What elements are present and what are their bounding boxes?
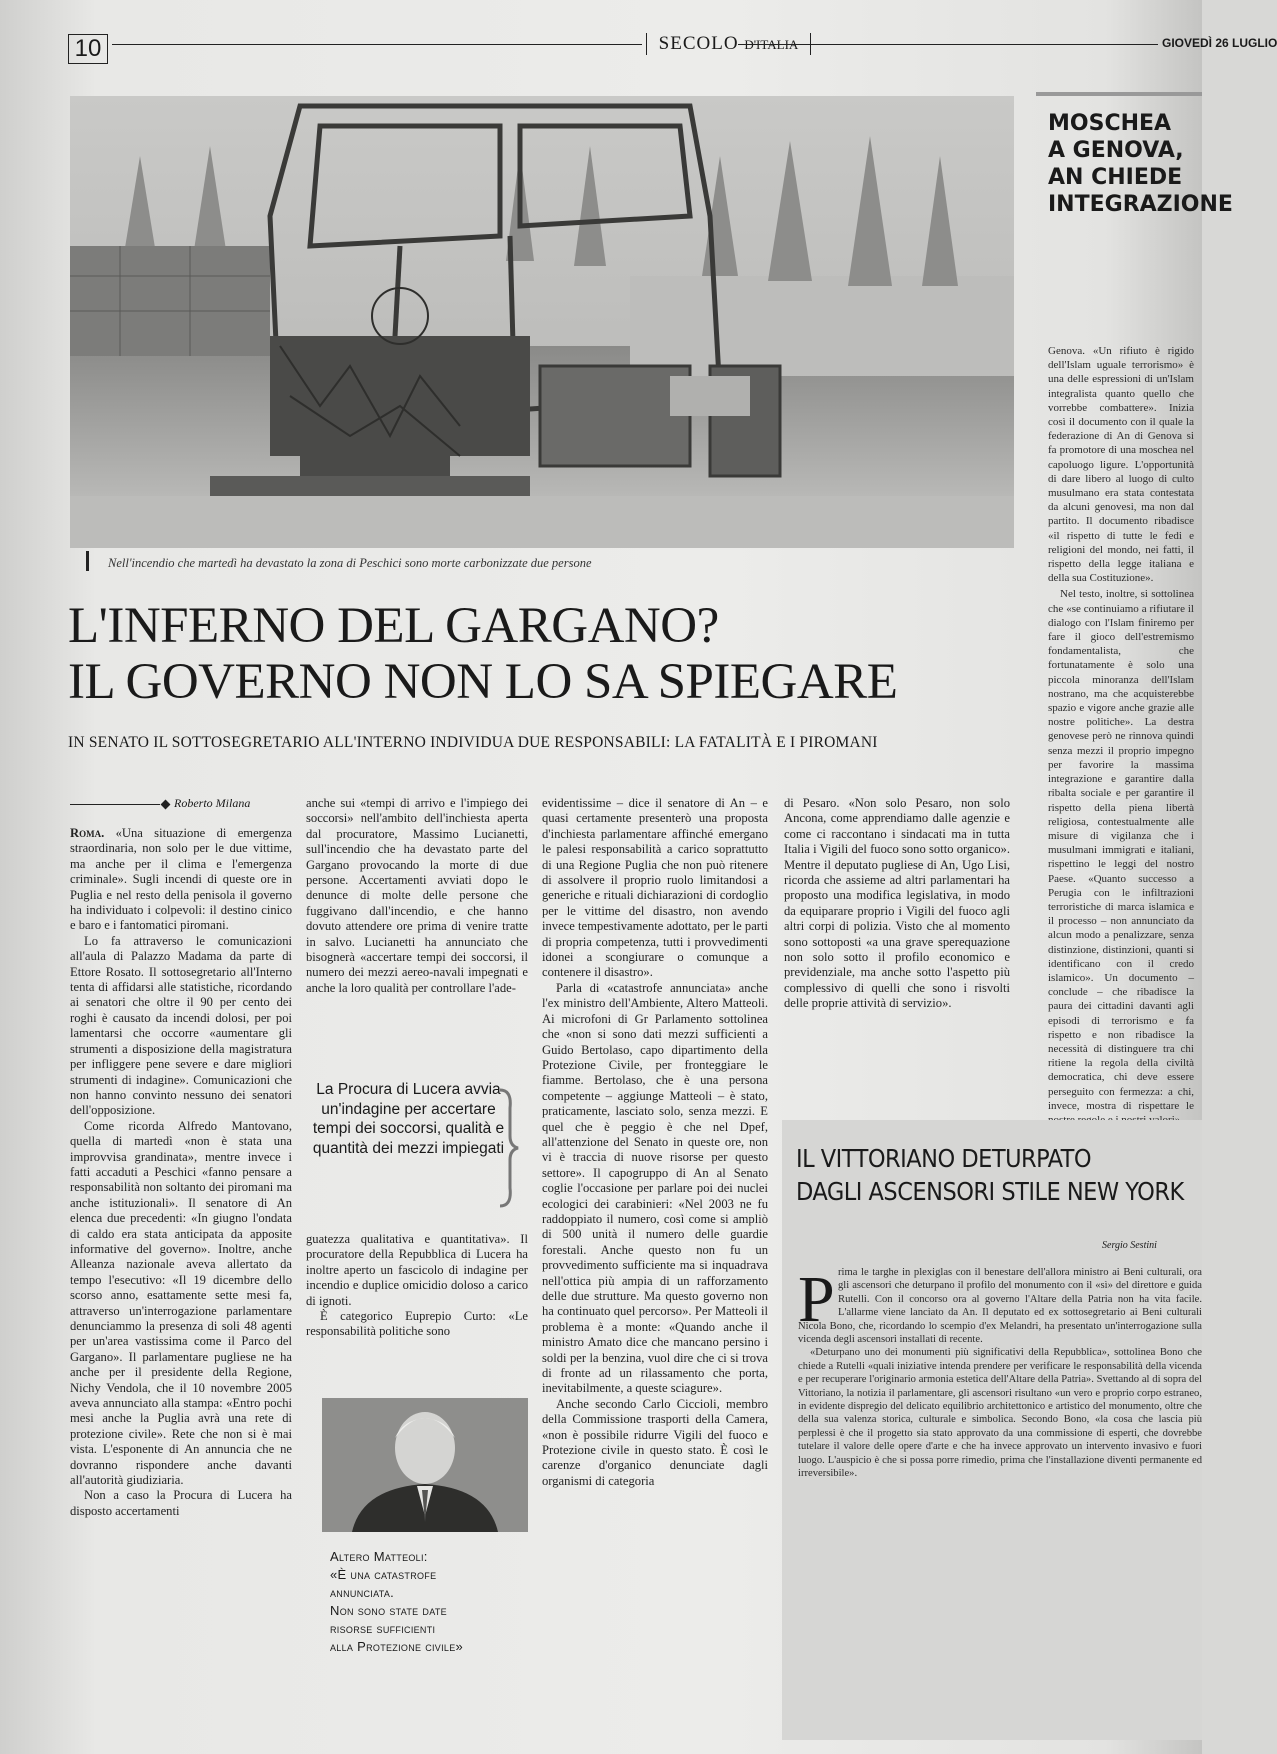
byline-author: Roberto Milana bbox=[174, 796, 251, 810]
box-paragraph: «Deturpano uno dei monumenti più significativi della Repubblica», sottolinea Bono che chiede a Rutelli «quali iniziative intenda prendere per verificare le responsabilità della vicenda e per recuperare l'originario armonia estetica dell'Altare della Patria». Svettando al di sopra del Vittoriano, la notizia il parlamentare, gli ascensori risultano «un vero e proprio corpo estraneo, in evidente dispregio del delicato equilibrio architettonico e artistico del monumento, oltre che della sua valenza storica, culturale e simbolica. Secondo Bono, «la cosa che lascia più perplessi è che il progetto sia stato approvato da una commissione di esperti, che dovrebbe tutelare il valore delle opere d'arte e che ha invece approvato un intervento invasivo e fuori luogo. L'auspicio è che si possa porre rimedio, prima che l'installazione diventi permanente ed irreversibile». bbox=[798, 1347, 1202, 1480]
headline bbox=[68, 598, 1018, 710]
drop-cap: P bbox=[798, 1263, 835, 1336]
article-column-4 bbox=[784, 796, 1010, 1012]
article-column-3 bbox=[542, 796, 768, 1489]
article-column-1 bbox=[70, 826, 292, 1519]
sidebar-rule bbox=[1036, 92, 1202, 96]
article-paragraph: Lo fa attraverso le comunicazioni all'aula di Palazzo Madama da parte di Ettore Rosato. Il sottosegretario all'Interno tenta di affidarsi alle statistiche, ricordando ai senatori che oltre il 90 per cento dei roghi è causato da incendi dolosi, per poi lamentarsi che occorre «aumentare gli strumenti a disposizione della magistratura per infliggere pene severe e dare migliori strumenti di indagine». Comunicazioni che non hanno convinto nessuno dei senatori dell'opposizione. bbox=[70, 933, 292, 1118]
article-paragraph: Come ricorda Alfredo Mantovano, quella di martedì «non è stata una improvvisa grandinata», mentre invece i fatti accaduti a Peschici «fanno pensare a responsabilità non soltanto dei piromani ma anche istituzionali». Il senatore di An elenca due precedenti: «In giugno l'ondata di caldo era stata anticipata da apposite informative del governo». Inoltre, anche Alleanza nazionale aveva allertato da tempo l'esecutivo: «Il 19 dicembre dello scorso anno, esattamente sette mesi fa, attraverso un'interrogazione parlamentare denunciammo la presenza di soli 48 agenti per un'area vastissima come il Parco del Gargano». Il parlamentare pugliese ne ha anche per il presidente della Regione, Nichy Vendola, che il 10 novembre 2005 aveva annunciato alla stampa: «Entro pochi mesi anche la Puglia avrà una rete di protezione civile». Rete che non si è mai vista. L'esponente di An annuncia che ne dovranno rispondere anche davanti all'autorità giudiziaria. bbox=[70, 1118, 292, 1488]
sidebar-headline-line: AN CHIEDE bbox=[1048, 165, 1183, 190]
caption-quote: «È una catastrofe bbox=[330, 1567, 437, 1582]
article-paragraph: Parla di «catastrofe annunciata» anche l'ex ministro dell'Ambiente, Altero Matteoli. Ai microfoni di Gr Parlamento sottolinea che «non si sono dati mezzi sufficienti a Guido Bertolaso, capo dipartimento della Protezione Civile, per fronteggiare le fiamme. Bertolaso, che è una persona competente – aggiunge Matteoli – è stato, praticamente, lasciato solo, senza mezzi. E quel che è peggio è che nel Dpef, all'attenzione del Senato in queste ore, non vi è traccia di nuove risorse per questo settore». Il capogruppo di An al Senato coglie l'occasione per parlare poi dei nuclei ecologici dei carabinieri: «Nel 2003 ne fu raddoppiato il numero, così come si ampliò di 500 unità il numero delle guardie forestali. Anche questo non fu un provvedimento sufficiente ma si inquadrava nell'ottica più ampia di un rafforzamento delle due strutture. Ma questo governo non ha continuato quel percorso». Per Matteoli il problema è a monte: «Quando anche il ministro Amato dice che mancano persino i soldi per la benzina, vuol dire che ci si trova di fronte ad un rilassamento che porta, inevitabilmente, a queste sciagure». bbox=[542, 980, 768, 1396]
page-number: 10 bbox=[68, 34, 108, 64]
masthead-name: SECOLO bbox=[658, 33, 739, 54]
sidebar-headline-line: A GENOVA, bbox=[1048, 138, 1184, 163]
subheadline: IN SENATO IL SOTTOSEGRETARIO ALL'INTERNO INDIVIDUA DUE RESPONSABILI: LA FATALITÀ E I PIROMANI bbox=[68, 734, 878, 751]
paragraph-text: «Una situazione di emergenza straordinaria, non solo per le due vittime, ma anche per il clima e l'emergenza criminale». Sugli incendi di queste ore in Puglia e nel resto della penisola il governo ha individuato i colpevoli: il destino cinico e baro e i fantomatici piromani. bbox=[70, 826, 292, 933]
sidebar-headline-line: INTEGRAZIONE bbox=[1048, 192, 1233, 217]
pull-quote-brace-icon bbox=[496, 1088, 522, 1208]
page-header bbox=[68, 30, 1277, 64]
caption-quote: Non sono state date bbox=[330, 1603, 447, 1618]
caption-name: Altero Matteoli: bbox=[330, 1549, 428, 1564]
caption-quote: risorse sufficienti bbox=[330, 1621, 436, 1636]
box-headline bbox=[796, 1142, 1216, 1208]
sidebar-body bbox=[1048, 344, 1194, 1129]
sidebar-headline-line: MOSCHEA bbox=[1048, 111, 1172, 136]
article-paragraph: di Pesaro. «Non solo Pesaro, non solo Ancona, come apprendiamo dalle agenzie e come ci raccontano i sindacati ma in tutta Italia i Vigili del fuoco sono sotto organico». Mentre il deputato pugliese di An, Ugo Lisi, ricorda che assieme ad altri parlamentari ha proposto una modifica legislativa, in modo da equiparare proprio i Vigili del fuoco agli altri corpi di polizia. Visto che al momento sono sottoposti «a una grave sperequazione non solo sotto il profilo economico e previdenziale, ma anche sotto l'aspetto più complessivo di quelli che sono i risvolti delle proprie attività di servizio». bbox=[784, 796, 1010, 1011]
photo-caption: Nell'incendio che martedì ha devastato la zona di Peschici sono morte carbonizzate due persone bbox=[108, 556, 592, 570]
vittoriano-box bbox=[782, 1120, 1202, 1740]
article-column-2-bottom bbox=[306, 1232, 528, 1340]
byline bbox=[70, 796, 290, 811]
article-paragraph: guatezza qualitativa e quantitativa». Il procuratore della Repubblica di Lucera ha inoltre aperto un fascicolo di indagine per incendio e duplice omicidio doloso a carico di ignoti. bbox=[306, 1232, 528, 1308]
masthead-suffix: D'ITALIA bbox=[744, 37, 799, 52]
burned-vehicle-photo bbox=[70, 96, 1014, 548]
headline-line-2: IL GOVERNO NON LO SA SPIEGARE bbox=[68, 654, 898, 710]
caption-marker bbox=[86, 551, 89, 571]
article-paragraph: evidentissime – dice il senatore di An – e quasi certamente presenterò una proposta d'inchiesta parlamentare affinché emergano le palesi responsabilità a carico soprattutto di una Regione Puglia che non può ritenere di assolvere il proprio ruolo limitandosi a generiche e rituali dichiarazioni di cordoglio per le vittime del disastro, non avendo invece tempestivamente adottato, per le parti di propria competenza, tutti i provvedimenti idonei a scongiurare o comunque a contenere il disastro». bbox=[542, 796, 768, 980]
headline-line-1: L'INFERNO DEL GARGANO? bbox=[68, 598, 719, 654]
pull-quote: La Procura di Lucera avvia un'indagine per accertare tempi dei soccorsi, qualità e quantità dei mezzi impiegati bbox=[312, 1081, 505, 1157]
article-paragraph: È categorico Euprepio Curto: «Le responsabilità politiche sono bbox=[306, 1309, 528, 1339]
box-headline-line: DAGLI ASCENSORI STILE NEW YORK bbox=[796, 1177, 1184, 1206]
header-rule-left bbox=[112, 44, 642, 45]
caption-quote: annunciata. bbox=[330, 1585, 395, 1600]
portrait-illustration bbox=[322, 1398, 528, 1532]
dateline: Roma. bbox=[70, 826, 105, 840]
matteoli-portrait-photo bbox=[322, 1398, 528, 1532]
box-body bbox=[798, 1263, 1202, 1481]
burned-vehicle-illustration bbox=[70, 96, 1014, 548]
box-paragraph-text: rima le targhe in plexiglas con il benestare dell'allora ministro ai Beni culturali, ora gli ascensori che deturpano il profilo del monumento con il «sì» del direttore e guida Rutelli. Con il concorso ora al governo l'Altare della Patria non ha vita facile. L'allarme viene lanciato da An. Il deputato ed ex sottosegretario ai Beni culturali Nicola Bono, che, ricordando lo scempio d'ex Melandri, ha presentato un'interrogazione sulla vicenda degli ascensori installati di recente. bbox=[798, 1267, 1202, 1346]
issue-date: GIOVEDÌ 26 LUGLIO bbox=[1162, 36, 1277, 50]
sidebar-article bbox=[1036, 92, 1233, 1112]
sidebar-headline bbox=[1048, 110, 1233, 218]
article-paragraph: anche sui «tempi di arrivo e l'impiego dei soccorsi» nell'ambito dell'inchiesta aperta dal procuratore, Massimo Lucianetti, sull'incendio che ha devastato parte del Gargano provocando la morte di due persone. Accertamenti avviati dopo le denunce di molte delle persone che fuggivano dall'incendio, e che hanno dovuto attendere ore prima di venire tratte in salvo. Lucianetti ha annunciato che bisognerà «accertare tempi dei soccorsi, il numero dei mezzi aereo-navali impegnati e anche la loro qualità per controllare l'ade- bbox=[306, 796, 528, 995]
sidebar-paragraph: Genova. «Un rifiuto è rigido dell'Islam uguale terrorismo» è una delle espressioni di un'Islam integralista quanto quello che vorrebbe combattere». Inizia così il documento con il quale la federazione di An di Genova si fa promotore di una moschea nel capoluogo ligure. L'opportunità di dare libero al luogo di culto musulmano era stata contestata da alcuni genovesi, ma non dal partito. Il documento ribadisce «il rispetto di tutte le fedi e religioni del mondo, nei fatti, il rispetto della legge italiana e della sua Costituzione». bbox=[1048, 345, 1194, 585]
header-rule-right bbox=[738, 44, 1158, 45]
caption-quote: alla Protezione civile» bbox=[330, 1639, 464, 1654]
article-paragraph: Anche secondo Carlo Ciccioli, membro della Commissione trasporti della Camera, «non è possibile ridurre Vigili del fuoco e Protezione civile in questo stato. È così le carenze d'organico denunciate dagli organismi di categoria bbox=[542, 1396, 768, 1488]
article-column-2-top bbox=[306, 796, 528, 996]
byline-rule bbox=[70, 804, 160, 805]
sidebar-paragraph: Nel testo, inoltre, si sottolinea che «se continuiamo a rifiutare il dialogo con l'Islam finiremo per fare il gioco dell'estremismo fondamentalista, che fortunatamente è solo una piccola minoranza dell'Islam nostrano, ma che acquisterebbe spazio e vigore anche grazie alle nostre politiche». La destra genovese però ne rinnova quindi senza mezzi il proprio impegno per favorire la massima integrazione e garantire dalla ribalta sociale e per garantire il rispetto della piena libertà religiosa, contestualmente alle misure di vigilanza che i musulmani immigrati e italiani, rispettino le leggi del nostro Paese. «Quanto successo a Perugia con le infiltrazioni terroristiche di marca islamica e il processo – non annunciato da alcun modo a penalizzare, senza distinzione, distinzioni, quanti si identificano con il credo islamico». Un documento – conclude – che ribadisce la paura dei cittadini davanti agli episodi di terrorismo e fa rispetto e non ribadisce la necessità di distinguere tra chi ritiene la regola della civiltà democratica, chi deve essere perseguito con fermezza: a chi, invece, mostra di rispettare le bbox=[1048, 588, 1194, 1112]
article-paragraph bbox=[70, 826, 292, 934]
box-byline: Sergio Sestini bbox=[1102, 1240, 1157, 1251]
article-paragraph: Non a caso la Procura di Lucera ha disposto accertamenti bbox=[70, 1488, 292, 1518]
box-paragraph bbox=[798, 1263, 1202, 1346]
byline-diamond-icon bbox=[161, 799, 171, 809]
portrait-caption bbox=[330, 1548, 526, 1656]
box-headline-line: IL VITTORIANO DETURPATO bbox=[796, 1144, 1092, 1173]
